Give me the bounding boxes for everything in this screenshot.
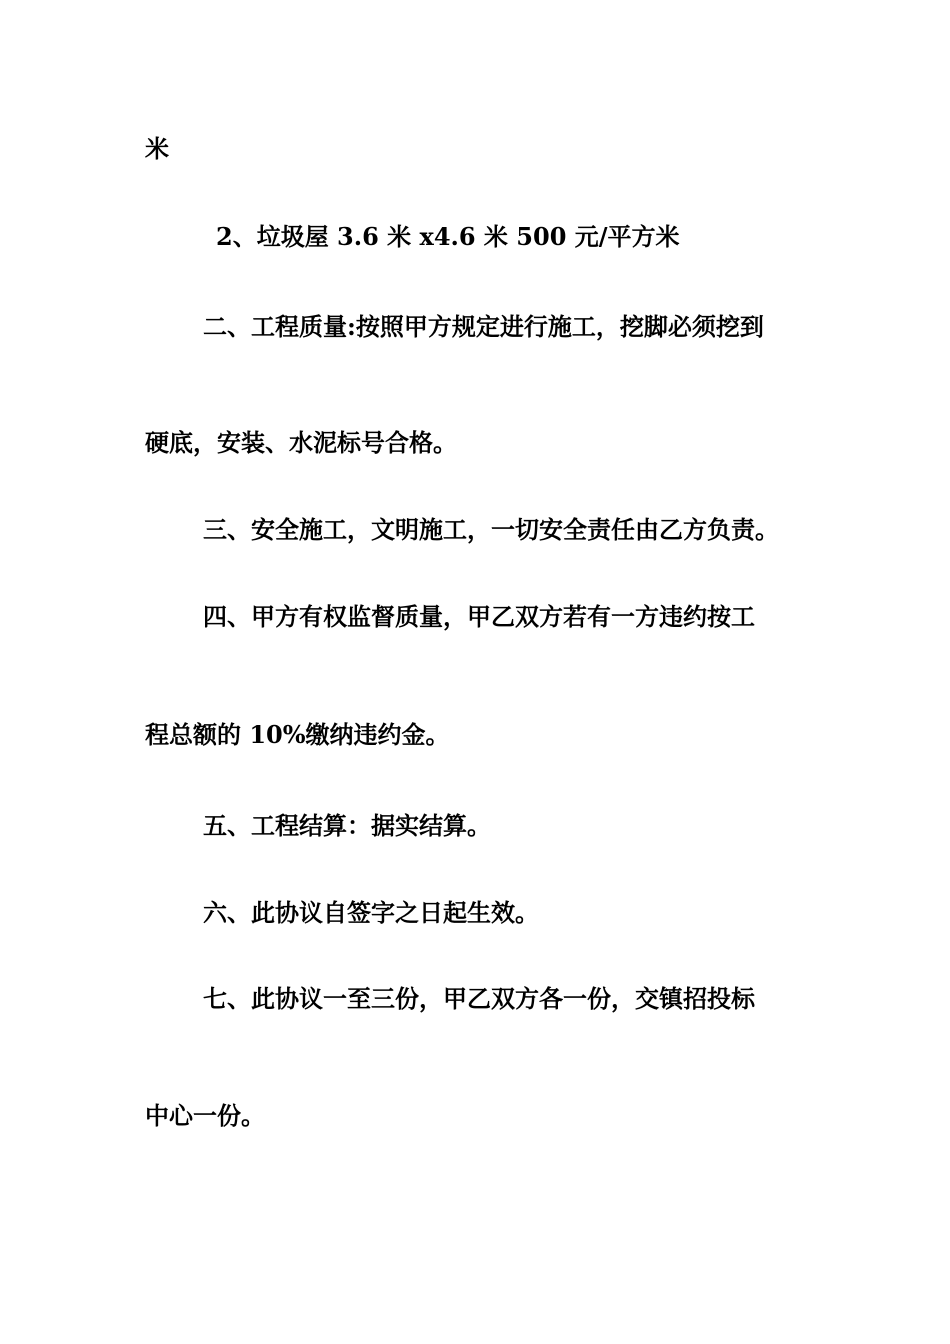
text-line-item-2-garbage-house: 2、垃圾屋 3.6 米 x4.6 米 500 元/平方米	[216, 222, 680, 251]
text-line-clause-4-supervision: 四、甲方有权监督质量，甲乙双方若有一方违约按工	[203, 602, 755, 631]
text-line-clause-7-continuation: 中心一份。	[145, 1101, 265, 1130]
text-line-clause-4-continuation: 程总额的 10%缴纳违约金。	[145, 720, 450, 749]
text-line-clause-6-effective: 六、此协议自签字之日起生效。	[203, 898, 539, 927]
text-line-clause-2-continuation: 硬底，安装、水泥标号合格。	[145, 428, 457, 457]
text-line-unit-continuation: 米	[145, 134, 169, 163]
text-line-clause-2-quality: 二、工程质量:按照甲方规定进行施工，挖脚必须挖到	[203, 312, 764, 341]
text-line-clause-5-settlement: 五、工程结算：据实结算。	[203, 811, 491, 840]
text-line-clause-3-safety: 三、安全施工，文明施工，一切安全责任由乙方负责。	[203, 515, 779, 544]
text-line-clause-7-copies: 七、此协议一至三份，甲乙双方各一份，交镇招投标	[203, 984, 755, 1013]
